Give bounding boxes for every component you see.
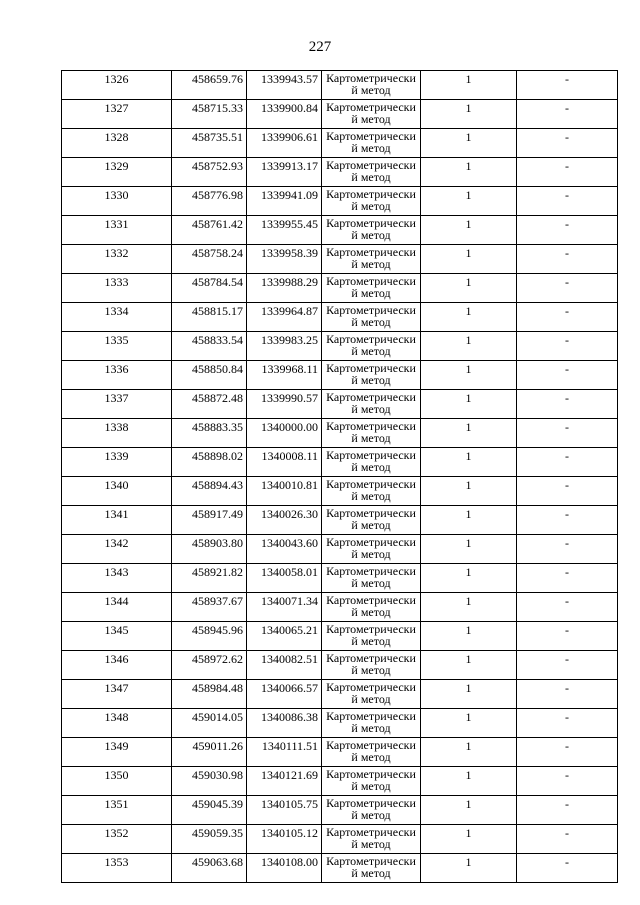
note-cell: - [517, 187, 618, 216]
note-cell: - [517, 303, 618, 332]
x-coordinate-cell: 458758.24 [172, 245, 247, 274]
method-line-2: й метод [351, 547, 391, 561]
method-line-1: Картометрически [326, 709, 416, 723]
method-line-2: й метод [351, 576, 391, 590]
y-coordinate-cell: 1339988.29 [247, 274, 322, 303]
accuracy-cell: 1 [421, 709, 517, 738]
note-cell: - [517, 651, 618, 680]
method-line-1: Картометрически [326, 535, 416, 549]
point-number-cell: 1345 [62, 622, 172, 651]
method-line-1: Картометрически [326, 216, 416, 230]
table-row [62, 680, 618, 709]
x-coordinate-cell: 458784.54 [172, 274, 247, 303]
x-coordinate-cell: 458872.48 [172, 390, 247, 419]
method-cell [322, 303, 421, 332]
x-coordinate-cell: 458921.82 [172, 564, 247, 593]
accuracy-cell: 1 [421, 767, 517, 796]
method-line-2: й метод [351, 344, 391, 358]
method-cell [322, 651, 421, 680]
note-cell: - [517, 390, 618, 419]
point-number-cell: 1334 [62, 303, 172, 332]
y-coordinate-cell: 1340000.00 [247, 419, 322, 448]
method-line-1: Картометрически [326, 100, 416, 114]
y-coordinate-cell: 1340066.57 [247, 680, 322, 709]
table-row [62, 448, 618, 477]
y-coordinate-cell: 1339900.84 [247, 100, 322, 129]
method-line-1: Картометрически [326, 245, 416, 259]
method-cell [322, 390, 421, 419]
y-coordinate-cell: 1339955.45 [247, 216, 322, 245]
accuracy-cell: 1 [421, 216, 517, 245]
table-row [62, 216, 618, 245]
table-row [62, 651, 618, 680]
method-line-2: й метод [351, 199, 391, 213]
accuracy-cell: 1 [421, 419, 517, 448]
point-number-cell: 1352 [62, 825, 172, 854]
method-cell [322, 419, 421, 448]
accuracy-cell: 1 [421, 535, 517, 564]
method-line-2: й метод [351, 112, 391, 126]
x-coordinate-cell: 459059.35 [172, 825, 247, 854]
x-coordinate-cell: 458752.93 [172, 158, 247, 187]
table-row [62, 332, 618, 361]
table-row [62, 303, 618, 332]
x-coordinate-cell: 458815.17 [172, 303, 247, 332]
method-line-1: Картометрически [326, 651, 416, 665]
method-line-2: й метод [351, 692, 391, 706]
x-coordinate-cell: 458735.51 [172, 129, 247, 158]
table-row [62, 477, 618, 506]
method-cell [322, 129, 421, 158]
accuracy-cell: 1 [421, 448, 517, 477]
y-coordinate-cell: 1339964.87 [247, 303, 322, 332]
note-cell: - [517, 245, 618, 274]
method-line-1: Картометрически [326, 71, 416, 85]
note-cell: - [517, 100, 618, 129]
accuracy-cell: 1 [421, 506, 517, 535]
point-number-cell: 1347 [62, 680, 172, 709]
note-cell: - [517, 796, 618, 825]
note-cell: - [517, 535, 618, 564]
method-line-2: й метод [351, 257, 391, 271]
point-number-cell: 1341 [62, 506, 172, 535]
y-coordinate-cell: 1340108.00 [247, 854, 322, 883]
method-cell [322, 506, 421, 535]
y-coordinate-cell: 1340105.12 [247, 825, 322, 854]
accuracy-cell: 1 [421, 651, 517, 680]
point-number-cell: 1327 [62, 100, 172, 129]
accuracy-cell: 1 [421, 303, 517, 332]
accuracy-cell: 1 [421, 71, 517, 100]
point-number-cell: 1329 [62, 158, 172, 187]
accuracy-cell: 1 [421, 477, 517, 506]
method-line-1: Картометрически [326, 187, 416, 201]
method-line-1: Картометрически [326, 129, 416, 143]
method-cell [322, 535, 421, 564]
y-coordinate-cell: 1340111.51 [247, 738, 322, 767]
table-row [62, 709, 618, 738]
point-number-cell: 1330 [62, 187, 172, 216]
y-coordinate-cell: 1340065.21 [247, 622, 322, 651]
table-row [62, 767, 618, 796]
y-coordinate-cell: 1339958.39 [247, 245, 322, 274]
method-line-1: Картометрически [326, 332, 416, 346]
method-line-2: й метод [351, 518, 391, 532]
x-coordinate-cell: 458659.76 [172, 71, 247, 100]
accuracy-cell: 1 [421, 680, 517, 709]
method-cell [322, 100, 421, 129]
method-line-1: Картометрически [326, 593, 416, 607]
method-line-1: Картометрически [326, 477, 416, 491]
y-coordinate-cell: 1339913.17 [247, 158, 322, 187]
point-number-cell: 1335 [62, 332, 172, 361]
point-number-cell: 1336 [62, 361, 172, 390]
method-cell [322, 680, 421, 709]
method-line-2: й метод [351, 402, 391, 416]
coordinates-table [61, 70, 618, 883]
y-coordinate-cell: 1340043.60 [247, 535, 322, 564]
method-cell [322, 158, 421, 187]
method-line-2: й метод [351, 837, 391, 851]
method-cell [322, 767, 421, 796]
method-line-1: Картометрически [326, 738, 416, 752]
accuracy-cell: 1 [421, 129, 517, 158]
point-number-cell: 1332 [62, 245, 172, 274]
x-coordinate-cell: 458761.42 [172, 216, 247, 245]
method-line-1: Картометрически [326, 274, 416, 288]
table-row [62, 419, 618, 448]
x-coordinate-cell: 458850.84 [172, 361, 247, 390]
method-line-2: й метод [351, 460, 391, 474]
table-body [62, 71, 618, 883]
table-row [62, 274, 618, 303]
method-line-2: й метод [351, 228, 391, 242]
accuracy-cell: 1 [421, 854, 517, 883]
y-coordinate-cell: 1339943.57 [247, 71, 322, 100]
point-number-cell: 1349 [62, 738, 172, 767]
y-coordinate-cell: 1340010.81 [247, 477, 322, 506]
method-line-2: й метод [351, 286, 391, 300]
method-line-1: Картометрически [326, 361, 416, 375]
x-coordinate-cell: 458903.80 [172, 535, 247, 564]
method-cell [322, 738, 421, 767]
point-number-cell: 1333 [62, 274, 172, 303]
method-line-1: Картометрически [326, 680, 416, 694]
note-cell: - [517, 158, 618, 187]
y-coordinate-cell: 1340026.30 [247, 506, 322, 535]
method-line-1: Картометрически [326, 158, 416, 172]
x-coordinate-cell: 458883.35 [172, 419, 247, 448]
x-coordinate-cell: 458945.96 [172, 622, 247, 651]
point-number-cell: 1348 [62, 709, 172, 738]
table-row [62, 506, 618, 535]
method-cell [322, 854, 421, 883]
point-number-cell: 1328 [62, 129, 172, 158]
table-row [62, 796, 618, 825]
note-cell: - [517, 709, 618, 738]
accuracy-cell: 1 [421, 796, 517, 825]
note-cell: - [517, 332, 618, 361]
method-cell [322, 825, 421, 854]
method-cell [322, 564, 421, 593]
note-cell: - [517, 274, 618, 303]
method-cell [322, 709, 421, 738]
table-row [62, 71, 618, 100]
method-line-2: й метод [351, 83, 391, 97]
note-cell: - [517, 593, 618, 622]
method-cell [322, 361, 421, 390]
x-coordinate-cell: 458937.67 [172, 593, 247, 622]
point-number-cell: 1326 [62, 71, 172, 100]
y-coordinate-cell: 1340058.01 [247, 564, 322, 593]
accuracy-cell: 1 [421, 187, 517, 216]
method-cell [322, 448, 421, 477]
method-line-1: Картометрически [326, 390, 416, 404]
method-cell [322, 477, 421, 506]
x-coordinate-cell: 459063.68 [172, 854, 247, 883]
point-number-cell: 1343 [62, 564, 172, 593]
method-line-2: й метод [351, 866, 391, 880]
x-coordinate-cell: 459011.26 [172, 738, 247, 767]
accuracy-cell: 1 [421, 825, 517, 854]
point-number-cell: 1350 [62, 767, 172, 796]
accuracy-cell: 1 [421, 100, 517, 129]
method-line-1: Картометрически [326, 564, 416, 578]
point-number-cell: 1351 [62, 796, 172, 825]
point-number-cell: 1337 [62, 390, 172, 419]
table-row [62, 129, 618, 158]
table-row [62, 390, 618, 419]
method-cell [322, 332, 421, 361]
method-line-2: й метод [351, 489, 391, 503]
method-cell [322, 187, 421, 216]
y-coordinate-cell: 1340071.34 [247, 593, 322, 622]
accuracy-cell: 1 [421, 158, 517, 187]
method-line-2: й метод [351, 141, 391, 155]
accuracy-cell: 1 [421, 245, 517, 274]
note-cell: - [517, 216, 618, 245]
table-row [62, 738, 618, 767]
table-row [62, 854, 618, 883]
table-row [62, 564, 618, 593]
note-cell: - [517, 506, 618, 535]
x-coordinate-cell: 458776.98 [172, 187, 247, 216]
method-line-2: й метод [351, 605, 391, 619]
y-coordinate-cell: 1339906.61 [247, 129, 322, 158]
x-coordinate-cell: 459045.39 [172, 796, 247, 825]
x-coordinate-cell: 459030.98 [172, 767, 247, 796]
method-line-1: Картометрически [326, 448, 416, 462]
note-cell: - [517, 129, 618, 158]
x-coordinate-cell: 458894.43 [172, 477, 247, 506]
note-cell: - [517, 738, 618, 767]
point-number-cell: 1353 [62, 854, 172, 883]
accuracy-cell: 1 [421, 332, 517, 361]
note-cell: - [517, 767, 618, 796]
method-line-1: Картометрически [326, 767, 416, 781]
note-cell: - [517, 448, 618, 477]
method-line-1: Картометрически [326, 506, 416, 520]
accuracy-cell: 1 [421, 564, 517, 593]
point-number-cell: 1331 [62, 216, 172, 245]
method-cell [322, 796, 421, 825]
y-coordinate-cell: 1340105.75 [247, 796, 322, 825]
method-line-2: й метод [351, 170, 391, 184]
point-number-cell: 1338 [62, 419, 172, 448]
accuracy-cell: 1 [421, 622, 517, 651]
note-cell: - [517, 854, 618, 883]
point-number-cell: 1342 [62, 535, 172, 564]
method-line-1: Картометрически [326, 825, 416, 839]
accuracy-cell: 1 [421, 274, 517, 303]
method-cell [322, 71, 421, 100]
method-cell [322, 245, 421, 274]
note-cell: - [517, 564, 618, 593]
x-coordinate-cell: 458715.33 [172, 100, 247, 129]
x-coordinate-cell: 458898.02 [172, 448, 247, 477]
method-line-2: й метод [351, 750, 391, 764]
table-row [62, 825, 618, 854]
table-row [62, 593, 618, 622]
table-row [62, 187, 618, 216]
method-line-2: й метод [351, 808, 391, 822]
y-coordinate-cell: 1339983.25 [247, 332, 322, 361]
table-row [62, 158, 618, 187]
table-row [62, 100, 618, 129]
method-line-1: Картометрически [326, 796, 416, 810]
method-line-1: Картометрически [326, 854, 416, 868]
method-line-2: й метод [351, 634, 391, 648]
method-line-2: й метод [351, 721, 391, 735]
method-cell [322, 593, 421, 622]
method-line-2: й метод [351, 431, 391, 445]
note-cell: - [517, 680, 618, 709]
method-line-2: й метод [351, 373, 391, 387]
method-line-1: Картометрически [326, 622, 416, 636]
method-line-2: й метод [351, 663, 391, 677]
y-coordinate-cell: 1340121.69 [247, 767, 322, 796]
note-cell: - [517, 71, 618, 100]
accuracy-cell: 1 [421, 390, 517, 419]
method-cell [322, 216, 421, 245]
x-coordinate-cell: 459014.05 [172, 709, 247, 738]
accuracy-cell: 1 [421, 593, 517, 622]
table-row [62, 361, 618, 390]
x-coordinate-cell: 458972.62 [172, 651, 247, 680]
point-number-cell: 1346 [62, 651, 172, 680]
x-coordinate-cell: 458917.49 [172, 506, 247, 535]
point-number-cell: 1344 [62, 593, 172, 622]
accuracy-cell: 1 [421, 738, 517, 767]
point-number-cell: 1339 [62, 448, 172, 477]
y-coordinate-cell: 1339990.57 [247, 390, 322, 419]
y-coordinate-cell: 1339968.11 [247, 361, 322, 390]
table-row [62, 622, 618, 651]
method-cell [322, 274, 421, 303]
table-row [62, 245, 618, 274]
note-cell: - [517, 419, 618, 448]
accuracy-cell: 1 [421, 361, 517, 390]
y-coordinate-cell: 1339941.09 [247, 187, 322, 216]
method-line-1: Картометрически [326, 303, 416, 317]
x-coordinate-cell: 458833.54 [172, 332, 247, 361]
method-line-2: й метод [351, 779, 391, 793]
point-number-cell: 1340 [62, 477, 172, 506]
table-row [62, 535, 618, 564]
method-line-2: й метод [351, 315, 391, 329]
y-coordinate-cell: 1340008.11 [247, 448, 322, 477]
note-cell: - [517, 477, 618, 506]
page-number: 227 [308, 39, 332, 55]
note-cell: - [517, 361, 618, 390]
note-cell: - [517, 825, 618, 854]
method-cell [322, 622, 421, 651]
note-cell: - [517, 622, 618, 651]
y-coordinate-cell: 1340086.38 [247, 709, 322, 738]
y-coordinate-cell: 1340082.51 [247, 651, 322, 680]
method-line-1: Картометрически [326, 419, 416, 433]
x-coordinate-cell: 458984.48 [172, 680, 247, 709]
